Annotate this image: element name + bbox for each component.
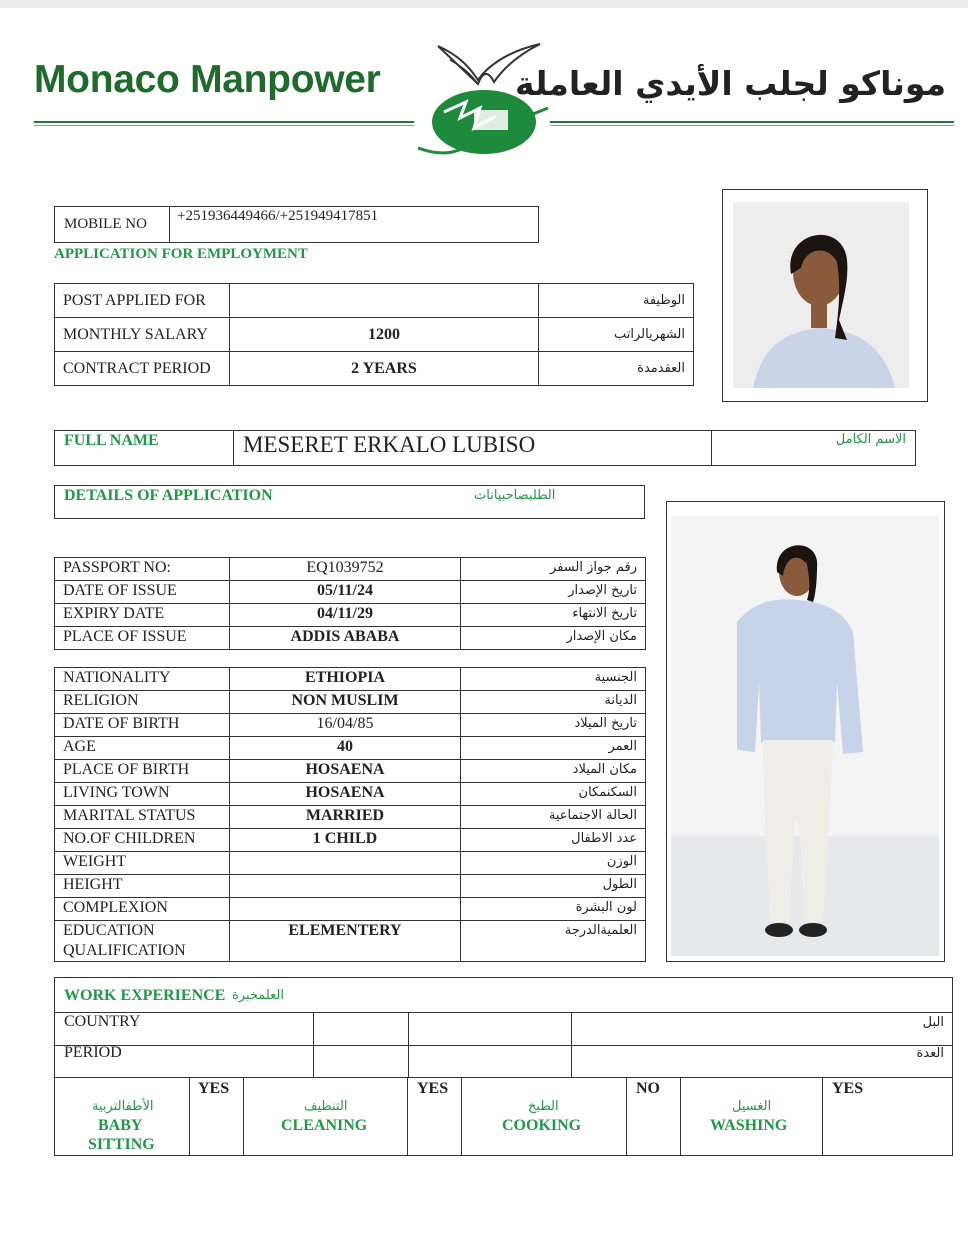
age-value: 40 xyxy=(230,737,461,760)
post-value xyxy=(230,284,539,318)
nationality-value: ETHIOPIA xyxy=(230,668,461,691)
full-body-image xyxy=(667,502,944,961)
religion-label: RELIGION xyxy=(55,691,230,714)
passport-row xyxy=(55,558,646,581)
issue-date-label: DATE OF ISSUE xyxy=(55,581,230,604)
age-ar: العمر xyxy=(461,737,646,760)
personal-table xyxy=(54,667,646,962)
full-name-divider-2 xyxy=(711,430,712,466)
full-name-ar: الاسم الكامل xyxy=(835,432,906,447)
children-label: NO.OF CHILDREN xyxy=(55,829,230,852)
header-rule-left-shadow xyxy=(34,125,414,126)
baby-sitting-label: BABY xyxy=(98,1117,143,1134)
complexion-label: COMPLEXION xyxy=(55,898,230,921)
education-ar: العلميةالدرجة xyxy=(461,921,646,962)
place-of-birth-label: PLACE OF BIRTH xyxy=(55,760,230,783)
work-col-line-2 xyxy=(408,1012,409,1078)
height-ar: الطول xyxy=(461,875,646,898)
issue-date-ar: تاريخ الإصدار xyxy=(461,581,646,604)
post-label: POST APPLIED FOR xyxy=(55,284,230,318)
country-ar: البل xyxy=(922,1015,944,1030)
living-town-value: HOSAENA xyxy=(230,783,461,806)
children-ar: عدد الاطفال xyxy=(461,829,646,852)
baby-sitting-ar: الأطفالتربية xyxy=(92,1099,154,1114)
contract-value: 2 YEARS xyxy=(230,352,539,386)
living-town-row xyxy=(55,783,646,806)
education-label-2: QUALIFICATION xyxy=(63,942,186,959)
skills-col-line-7 xyxy=(822,1077,823,1156)
period-ar: العدة xyxy=(916,1046,944,1061)
brand-name-ar: موناكو لجلب الأيدي العاملة xyxy=(514,64,946,103)
salary-ar: الشهريالراتب xyxy=(539,318,694,352)
nationality-label: NATIONALITY xyxy=(55,668,230,691)
age-row xyxy=(55,737,646,760)
work-experience-label: WORK EXPERIENCE xyxy=(64,987,226,1004)
place-of-issue-ar: مكان الإصدار xyxy=(461,627,646,650)
salary-value: 1200 xyxy=(230,318,539,352)
contract-row xyxy=(55,352,694,386)
height-value xyxy=(230,875,461,898)
cooking-label: COOKING xyxy=(502,1117,582,1134)
header-rule-right xyxy=(550,121,954,123)
weight-ar: الوزن xyxy=(461,852,646,875)
washing-ar: الغسيل xyxy=(732,1099,772,1114)
top-strip xyxy=(0,0,968,8)
work-experience-ar: العلمخبرة xyxy=(232,988,284,1003)
dob-ar: تاريخ الميلاد xyxy=(461,714,646,737)
education-label-cell xyxy=(55,921,230,962)
work-row-line-2 xyxy=(54,1045,953,1046)
cooking-answer: NO xyxy=(636,1080,660,1097)
skills-col-line-6 xyxy=(680,1077,681,1156)
place-of-birth-value: HOSAENA xyxy=(230,760,461,783)
post-ar: الوظيفة xyxy=(539,284,694,318)
marital-status-row xyxy=(55,806,646,829)
height-row xyxy=(55,875,646,898)
period-label: PERIOD xyxy=(64,1044,122,1061)
contract-label: CONTRACT PERIOD xyxy=(55,352,230,386)
weight-value xyxy=(230,852,461,875)
complexion-row xyxy=(55,898,646,921)
contract-ar: العقدمدة xyxy=(539,352,694,386)
skills-col-line-1 xyxy=(189,1077,190,1156)
complexion-value xyxy=(230,898,461,921)
complexion-ar: لون البشرة xyxy=(461,898,646,921)
religion-value: NON MUSLIM xyxy=(230,691,461,714)
skills-col-line-4 xyxy=(461,1077,462,1156)
age-label: AGE xyxy=(55,737,230,760)
washing-answer: YES xyxy=(832,1080,864,1097)
post-row xyxy=(55,284,694,318)
height-label: HEIGHT xyxy=(55,875,230,898)
full-body-photo xyxy=(666,501,945,962)
full-name-value: MESERET ERKALO LUBISO xyxy=(243,432,536,457)
place-of-birth-ar: مكان الميلاد xyxy=(461,760,646,783)
mobile-label: MOBILE NO xyxy=(64,216,147,232)
washing-label: WASHING xyxy=(710,1117,788,1134)
details-ar: الطلبصاحبيانات xyxy=(474,488,556,503)
expiry-date-label: EXPIRY DATE xyxy=(55,604,230,627)
work-row-line-1 xyxy=(54,1012,953,1013)
place-of-issue-label: PLACE OF ISSUE xyxy=(55,627,230,650)
expiry-date-row xyxy=(55,604,646,627)
salary-row xyxy=(55,318,694,352)
salary-label: MONTHLY SALARY xyxy=(55,318,230,352)
religion-ar: الديانة xyxy=(461,691,646,714)
passport-ar: رقم جواز السفر xyxy=(461,558,646,581)
education-label: EDUCATION xyxy=(63,922,155,939)
passport-value: EQ1039752 xyxy=(230,558,461,581)
place-of-issue-value: ADDIS ABABA xyxy=(230,627,461,650)
weight-row xyxy=(55,852,646,875)
education-row xyxy=(55,921,646,962)
cleaning-answer: YES xyxy=(417,1080,449,1097)
cooking-ar: الطبخ xyxy=(528,1099,559,1114)
marital-status-label: MARITAL STATUS xyxy=(55,806,230,829)
baby-sitting-answer: YES xyxy=(198,1080,230,1097)
application-title: APPLICATION FOR EMPLOYMENT xyxy=(54,246,308,262)
full-name-label: FULL NAME xyxy=(64,432,159,449)
children-row xyxy=(55,829,646,852)
marital-status-value: MARRIED xyxy=(230,806,461,829)
dob-row xyxy=(55,714,646,737)
dob-value: 16/04/85 xyxy=(230,714,461,737)
country-label: COUNTRY xyxy=(64,1013,141,1030)
portrait-photo xyxy=(722,189,928,402)
skills-col-line-5 xyxy=(626,1077,627,1156)
full-name-divider-1 xyxy=(233,430,234,466)
place-of-issue-row xyxy=(55,627,646,650)
issue-date-row xyxy=(55,581,646,604)
work-col-line-1 xyxy=(313,1012,314,1078)
children-value: 1 CHILD xyxy=(230,829,461,852)
marital-status-ar: الحالة الاجتماعية xyxy=(461,806,646,829)
passport-table xyxy=(54,557,646,650)
nationality-row xyxy=(55,668,646,691)
portrait-image xyxy=(723,190,927,401)
header-rule-right-shadow xyxy=(550,125,954,126)
mobile-value: +251936449466/+251949417851 xyxy=(177,208,379,224)
education-value: ELEMENTERY xyxy=(230,921,461,962)
expiry-date-ar: تاريخ الانتهاء xyxy=(461,604,646,627)
brand-name-en: Monaco Manpower xyxy=(34,58,381,101)
cleaning-ar: التنظيف xyxy=(304,1099,348,1114)
dob-label: DATE OF BIRTH xyxy=(55,714,230,737)
weight-label: WEIGHT xyxy=(55,852,230,875)
post-table xyxy=(54,283,694,386)
header-rule-left xyxy=(34,121,414,123)
nationality-ar: الجنسية xyxy=(461,668,646,691)
religion-row xyxy=(55,691,646,714)
skills-col-line-3 xyxy=(407,1077,408,1156)
mobile-divider xyxy=(169,206,170,243)
place-of-birth-row xyxy=(55,760,646,783)
passport-label: PASSPORT NO: xyxy=(55,558,230,581)
living-town-label: LIVING TOWN xyxy=(55,783,230,806)
issue-date-value: 05/11/24 xyxy=(230,581,461,604)
details-label: DETAILS OF APPLICATION xyxy=(64,487,273,504)
cleaning-label: CLEANING xyxy=(281,1117,368,1134)
baby-sitting-label-2: SITTING xyxy=(88,1136,155,1153)
expiry-date-value: 04/11/29 xyxy=(230,604,461,627)
skills-col-line-2 xyxy=(243,1077,244,1156)
work-col-line-3 xyxy=(571,1012,572,1078)
living-town-ar: السكنمكان xyxy=(461,783,646,806)
